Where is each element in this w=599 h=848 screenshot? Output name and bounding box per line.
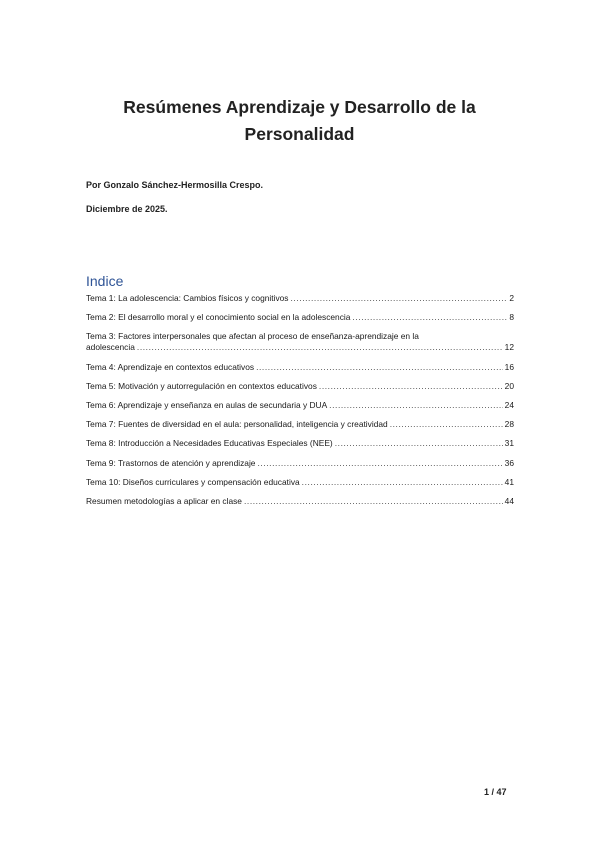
toc-entry-text: Tema 7: Fuentes de diversidad en el aula: personalidad, inteligencia y creatividad: [86, 419, 388, 430]
toc-entry-page: 28: [504, 419, 514, 430]
toc-entry-text: Tema 1: La adolescencia: Cambios físicos y cognitivos: [86, 293, 289, 303]
toc-entry-text: Resumen metodologías a aplicar en clase: [86, 495, 242, 506]
toc-entry-page: 8: [509, 312, 514, 323]
toc-entry-page: 2: [509, 293, 514, 303]
toc-entry-tema-7[interactable]: [86, 419, 514, 430]
toc-entry-text-line-1: Tema 3: Factores interpersonales que afectan al proceso de enseñanza-aprendizaje en la: [86, 331, 419, 342]
document-title: [60, 94, 539, 148]
toc-entry-page: 16: [504, 361, 514, 372]
toc-leader-dots: [137, 342, 503, 353]
toc-leader-dots: [390, 419, 503, 430]
document-title-line-2: Personalidad: [244, 124, 355, 144]
date-line: Diciembre de 2025.: [86, 204, 168, 214]
toc-entry-tema-2[interactable]: [86, 312, 514, 323]
toc-entry-tema-6[interactable]: [86, 400, 514, 411]
document-title-line-1: Resúmenes Aprendizaje y Desarrollo de la: [123, 97, 476, 117]
toc-entry-text: Tema 5: Motivación y autorregulación en contextos educativos: [86, 380, 317, 391]
toc-entry-text: adolescencia: [86, 342, 135, 353]
toc-leader-dots: [335, 438, 503, 449]
toc-entry-tema-5[interactable]: [86, 381, 514, 392]
toc-leader-dots: [302, 477, 503, 488]
toc-entry-page: 44: [504, 495, 514, 506]
toc-entry-text: Tema 9: Trastornos de atención y aprendizaje: [86, 457, 256, 468]
toc-leader-dots: [257, 458, 502, 469]
toc-leader-dots: [352, 312, 507, 323]
toc-leader-dots: [329, 400, 503, 411]
toc-entry-tema-10[interactable]: [86, 477, 514, 488]
toc-entry-text: Tema 8: Introducción a Necesidades Educativas Especiales (NEE): [86, 438, 333, 449]
toc-entry-tema-4[interactable]: [86, 362, 514, 373]
table-of-contents: [86, 293, 514, 515]
toc-entry-text: Tema 10: Diseños curriculares y compensación educativa: [86, 476, 300, 487]
toc-entry-page: 12: [504, 342, 514, 353]
toc-entry-tema-8[interactable]: [86, 438, 514, 449]
toc-entry-text: Tema 4: Aprendizaje en contextos educativos: [86, 361, 255, 372]
author-line: Por Gonzalo Sánchez-Hermosilla Crespo.: [86, 180, 264, 190]
toc-entry-tema-9[interactable]: [86, 458, 514, 469]
page-number-indicator: 1 / 47: [484, 787, 507, 797]
toc-entry-page: 24: [504, 399, 514, 410]
toc-heading: Indice: [86, 273, 124, 289]
toc-entry-page: 36: [504, 457, 514, 468]
toc-leader-dots: [319, 381, 503, 392]
toc-entry-resumen[interactable]: [86, 496, 514, 507]
toc-leader-dots: [244, 496, 503, 507]
toc-leader-dots: [256, 362, 503, 373]
toc-entry-text: Tema 6: Aprendizaje y enseñanza en aulas de secundaria y DUA: [86, 399, 328, 410]
toc-entry-page: 20: [504, 380, 514, 391]
toc-entry-page: 31: [504, 438, 514, 449]
toc-leader-dots: [291, 293, 508, 304]
toc-entry-text: Tema 2: El desarrollo moral y el conocimiento social en la adolescencia: [86, 312, 351, 323]
toc-entry-tema-1[interactable]: [86, 293, 514, 304]
toc-entry-tema-3[interactable]: [86, 331, 514, 353]
toc-entry-page: 41: [504, 476, 514, 487]
